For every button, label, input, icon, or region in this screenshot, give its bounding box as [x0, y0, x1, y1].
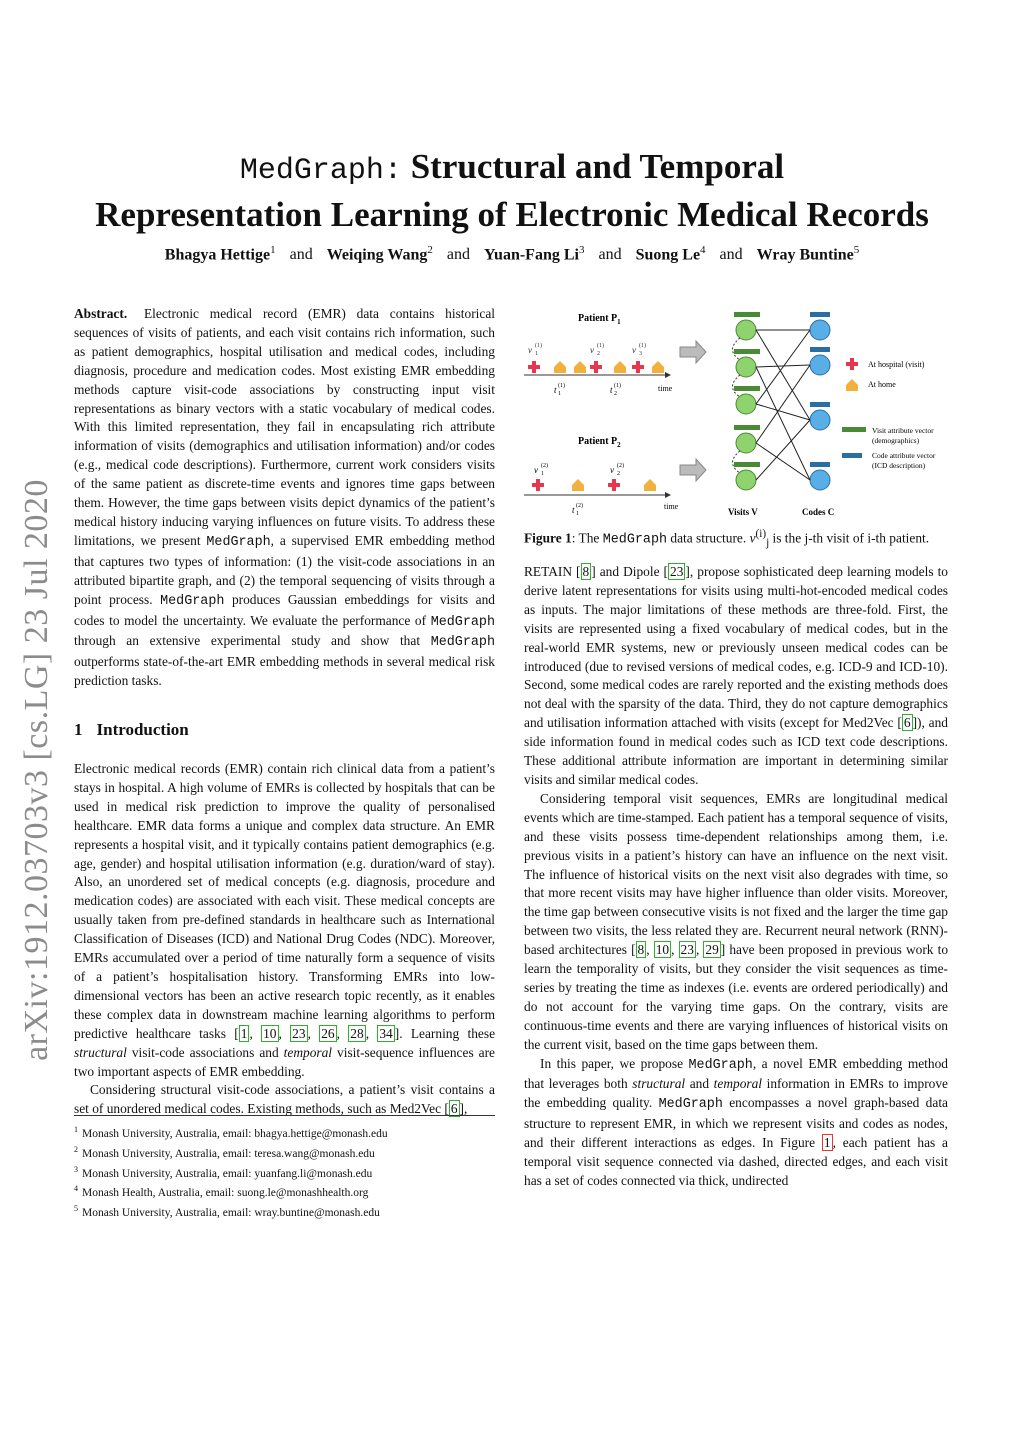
paragraph-text: ]. Learning these — [394, 1025, 496, 1041]
footnote — [74, 1181, 495, 1201]
method-name: MedGraph — [602, 532, 668, 548]
caption-math-sub: j — [766, 537, 770, 550]
caption-text: data structure. — [667, 530, 750, 546]
paragraph-text: encompasses a novel graph-based data structure to represent EMR, in which we represent visits and codes as nodes, and their different interactions as edges. In Figure — [524, 1095, 948, 1151]
svg-text:(2): (2) — [617, 463, 624, 469]
abstract-text: through an extensive experimental study and show that — [74, 633, 431, 649]
transform-arrow-icon — [680, 459, 706, 481]
author-name: Weiqing Wang — [326, 246, 428, 264]
paragraph-text: ], propose sophisticated deep learning models to derive latent representations for visits using multi-hot-encoded medical codes as inputs. The major limitations of these methods are three-fold. First, the visits are represented using a fixed vocabulary of medical codes, but in the real-world EMR systems, new or previously unseen medical codes can be introduced (due to revised versions of medical codes, e.g. ICD-9 and ICD-10). Second, some medical codes are rarely reported and the existing methods does not deal with the sparsity of the data. Third, they do not capture demographics and utilisation information attached with visits (except for Med2Vec [ — [524, 564, 948, 731]
time-axis-label: time — [658, 384, 673, 393]
legend-code-attribute-detail: (ICD description) — [872, 461, 926, 470]
paragraph-text: , a novel EMR embedding method that leverages both — [524, 1055, 948, 1092]
svg-text:(1): (1) — [639, 343, 646, 349]
citation-link[interactable]: 26 — [321, 1025, 335, 1041]
paragraph-text: RETAIN [ — [524, 564, 581, 579]
footnote-text: Monash University, Australia, email: yuanfang.li@monash.edu — [82, 1167, 373, 1180]
author-separator: and — [719, 246, 743, 264]
svg-text:1: 1 — [535, 351, 538, 357]
citation-link[interactable]: 23 — [670, 564, 684, 579]
code-node — [810, 320, 830, 340]
method-name: MedGraph — [430, 614, 495, 630]
paragraph-text: and — [685, 1076, 714, 1092]
footnote — [74, 1142, 495, 1162]
visits-axis-label: Visits V — [728, 507, 758, 517]
intro-paragraph-1: Electronic medical records (EMR) contain rich clinical data from a patient’s stays in hospital. A high volume of EMRs is collected by hospitals that can be used in medical risk prediction to improve the quality of personalised healthcare. EMR data forms a unique and complex data structure. An EMR represents a hospital visit, and it typically contains patient demographics (e.g. age, gender) and hospital utilisation information (e.g. duration/ward of stay). Also, an unordered set of medical concepts (e.g. diagnosis, procedure and medication codes) are associated with each visit. These medical concepts are usually taken from pre-defined standards in healthcare such as International Classification of Diseases (ICD) and National Drug Codes (NDC). Moreover, EMRs accumulated over a period of time naturally form a sequence of visits of a patient’s hospitalisation history. Transforming EMRs into low-dimensional vectors has been an active research topic recently, as it enables these complex data in downstream machine learning algorithms to perform predictive healthcare tasks [ 1 , 10 , 23 , 26 , 28 , 34 ]. Learning these structural visit-code associations and temporal visit-sequence influences are two important aspects of EMR embedding. — [74, 761, 496, 1079]
author-affiliation-mark: 1 — [270, 244, 276, 256]
svg-text:(1): (1) — [535, 343, 542, 349]
author-affiliation-mark: 2 — [427, 244, 433, 256]
figure-label: Figure 1 — [524, 530, 572, 546]
figure-caption — [524, 528, 954, 549]
citation-link[interactable]: 28 — [350, 1025, 364, 1041]
caption-math: v — [749, 530, 756, 546]
paragraph-text: ], — [459, 1101, 468, 1117]
paragraph-text: ]), and side information found in medical codes such as ICD text code descriptions. These additional attribute information are important in determining similar visits and similar medical codes. — [524, 715, 948, 787]
svg-text:(1): (1) — [614, 383, 621, 389]
citation-link[interactable]: 8 — [637, 942, 645, 958]
emphasis: temporal — [283, 1044, 333, 1060]
right-paragraph-1 — [524, 563, 948, 790]
paragraph-text: Electronic medical records (EMR) contain rich clinical data from a patient’s stays in hospital. A high volume of EMRs is collected by hospitals that can be used in medical risk prediction to improve the quality of personalised healthcare. EMR data forms a unique and complex data structure. An EMR represents a hospital visit, and it typically contains patient demographics (e.g. age, gender) and hospital utilisation information (e.g. duration/ward of stay). Also, an unordered set of medical concepts (e.g. diagnosis, procedure and medication codes) are associated with each visit. These medical concepts are usually taken from pre-defined standards in healthcare such as International Classification of Diseases (ICD) and National Drug Codes (NDC). Moreover, EMRs accumulated over a period of time naturally form a sequence of visits of a patient’s hospitalisation history. Transforming EMRs into low-dimensional vectors has been an active research topic recently, as it enables these complex data in downstream machine learning algorithms to perform predictive healthcare tasks [ — [74, 761, 495, 1041]
footnotes — [74, 1115, 495, 1221]
title-method-name: MedGraph — [239, 154, 384, 188]
svg-text:v: v — [590, 345, 594, 355]
citation-link[interactable]: 10 — [263, 1025, 277, 1041]
svg-text:3: 3 — [639, 351, 642, 357]
footnote-number: 4 — [74, 1184, 78, 1194]
codes-axis-label: Codes C — [802, 507, 835, 517]
author-separator: and — [598, 246, 622, 264]
home-icon — [554, 361, 664, 373]
footnote-number: 2 — [74, 1144, 78, 1154]
footnote-text: Monash Health, Australia, email: suong.le@monashhealth.org — [82, 1187, 369, 1200]
legend-visit-attribute-detail: (demographics) — [872, 436, 920, 445]
code-node — [810, 470, 830, 490]
legend-visit-attribute: Visit attribute vector — [872, 426, 934, 435]
svg-text:t: t — [554, 385, 557, 395]
footnote-text: Monash University, Australia, email: teresa.wang@monash.edu — [82, 1147, 375, 1160]
svg-text:2: 2 — [614, 391, 617, 397]
author-separator: and — [446, 246, 470, 264]
footnote-number: 1 — [74, 1125, 78, 1134]
section-number: 1 — [74, 720, 83, 740]
svg-text:t: t — [572, 505, 575, 515]
code-node — [810, 410, 830, 430]
visit-node — [736, 394, 756, 414]
svg-text:t: t — [610, 385, 613, 395]
paragraph-text: , each patient has a temporal visit sequence connected via dashed, directed edges, and each visit has a set of codes connected via thick, undirected — [524, 1135, 948, 1188]
author-affiliation-mark: 4 — [700, 244, 706, 256]
figure-diagram — [520, 305, 960, 520]
patient-2-visit-labels — [534, 462, 624, 477]
patient-1-time-labels — [554, 382, 621, 397]
author-affiliation-mark: 3 — [578, 244, 585, 256]
legend-hospital: At hospital (visit) — [868, 360, 925, 369]
svg-text:v: v — [610, 465, 614, 475]
abstract-text: , a supervised EMR embedding method that captures two types of information: (1) the visit-code associations in an attributed bipartite graph, and (2) the temporal sequencing of visits through a point process. — [74, 532, 495, 607]
patient-2-label: Patient $P_2$ — [578, 436, 621, 449]
author-name: Suong Le — [635, 246, 701, 264]
author-name: Wray Buntine — [756, 246, 854, 264]
svg-text:(1): (1) — [597, 343, 604, 349]
method-name: MedGraph — [206, 534, 271, 550]
svg-text:(2): (2) — [541, 463, 548, 469]
svg-text:1: 1 — [541, 471, 544, 477]
method-name: MedGraph — [430, 635, 495, 651]
transform-arrow-icon — [680, 341, 706, 363]
citation-link[interactable]: 10 — [655, 942, 670, 958]
method-name: MedGraph — [160, 593, 225, 609]
visit-node — [736, 357, 756, 377]
paragraph-text: Considering temporal visit sequences, EMRs are longitudinal medical events which are time-stamped. Each patient has a temporal sequence of visits, and these visits possess time-dependent relationships among them, i.e. previous visits in a patient’s history can have an influence on the next visit. The influence of historical visits on the next visit also degrades with time, so that more recent visits may have higher influence than older visits. Moreover, the time gap between consecutive visits is not fixed and the larger the time gap between two visits, the less related they are. Recurrent neural network (RNN)-based architectures [ — [524, 790, 948, 958]
figure-medgraph-structure — [520, 305, 960, 520]
caption-text: : The — [571, 530, 603, 546]
caption-text: is the j-th visit of i-th patient. — [769, 530, 930, 546]
author-list — [60, 244, 964, 264]
citation-link[interactable]: 34 — [379, 1025, 393, 1041]
footnote-number: 3 — [74, 1164, 78, 1174]
legend-code-attribute: Code attribute vector — [872, 451, 936, 460]
svg-text:1: 1 — [558, 391, 561, 397]
footnote-text: Monash University, Australia, email: bhagya.hettige@monash.edu — [82, 1127, 388, 1140]
svg-text:(2): (2) — [576, 503, 583, 509]
abstract-text: produces Gaussian embeddings for visits and codes to model the uncertainty. We evaluate the performance of — [74, 591, 495, 628]
arxiv-identifier: arXiv:1912.03703v3 [cs.LG] 23 Jul 2020 — [18, 479, 55, 1061]
intro-paragraph-2 — [74, 1081, 495, 1119]
title-line1: Structural and Temporal — [401, 147, 785, 186]
footnote-text: Monash University, Australia, email: wray.buntine@monash.edu — [82, 1207, 380, 1220]
abstract-text: Electronic medical record (EMR) data contains historical sequences of visits of patients, and each visit contains rich information, such as patient demographics, hospital utilisation and medical codes, including diagnosis, procedure and medication codes. Most existing EMR embedding methods capture visit-code associations by constructing input visit representations as binary vectors with a static vocabulary of medical codes. With this limited representation, they fail in encapsulating rich attribute information of visits (demographics and utilisation information) and/or codes (e.g., medical code descriptions). Furthermore, current work considers visits of the same patient as discrete-time events and ignores time gaps between them. However, the time gaps between visits depict dynamics of the patient’s medical history inducing varying influences on future visits. To address these limitations, we present — [74, 306, 495, 548]
paragraph-text: ] have been proposed in previous work to learn the temporality of visits, but they consider the visit sequences as time-series by treating the time as indexes (i.e. events are ordered periodically) and do not account for the varying time gaps. On the contrary, visits are continuous-time events and there are varying influences of historical visits on the current visit, based on the time gaps between them. — [524, 942, 949, 1052]
citation-link[interactable]: 6 — [450, 1101, 458, 1117]
section-title: Introduction — [96, 720, 189, 740]
footnote — [74, 1122, 495, 1142]
code-node — [810, 355, 830, 375]
patient-2-time-labels — [572, 502, 583, 517]
right-paragraph-2: Considering temporal visit sequences, EMRs are longitudinal medical events which are time-stamped. Each patient has a temporal sequence of visits, and these visits possess time-dependent relationships among them, i.e. previous visits in a patient’s history can have an influence on the next visit. The influence of historical visits on the next visit also degrades with time, so that more recent visits may have higher influence than older visits. Moreover, the time gap between consecutive visits is not fixed and the larger the time gap between two visits, the less related they are. Recurrent neural network (RNN)-based architectures [ 8 , 10 , 23 , 29 ] have been proposed in previous work to learn the temporality of visits, but they consider the visit sequences as time-series by treating the time as indexes (i.e. events are ordered periodically) and do not account for the varying time gaps. On the contrary, visits are continuous-time events and there are varying influences of historical visits on the current visit, based on the time gaps between them. — [524, 790, 949, 1052]
legend — [842, 358, 936, 470]
citation-link[interactable]: 29 — [705, 942, 719, 958]
paragraph-text: visit-code associations and — [126, 1044, 284, 1060]
visit-node — [736, 433, 756, 453]
emphasis: temporal — [713, 1076, 763, 1092]
svg-text:1: 1 — [576, 511, 579, 517]
citation-link[interactable]: 6 — [903, 715, 911, 731]
author-affiliation-mark: 5 — [853, 244, 860, 256]
abstract-label: Abstract. — [74, 306, 128, 321]
visit-code-edges — [756, 330, 810, 480]
legend-home: At home — [868, 380, 896, 389]
paper-title — [90, 145, 934, 237]
title-colon: : — [383, 154, 402, 188]
abstract-text: outperforms state-of-the-art EMR embedding methods in several medical risk prediction tasks. — [74, 654, 495, 689]
paragraph-text: In this paper, we propose — [540, 1055, 689, 1071]
footnote — [74, 1162, 495, 1182]
author-separator: and — [289, 246, 313, 264]
svg-text:v: v — [632, 345, 636, 355]
title-line2: Representation Learning of Electronic Medical Records — [95, 195, 929, 234]
figure-reference-link[interactable]: 1 — [823, 1135, 831, 1151]
visit-node — [736, 470, 756, 490]
right-paragraph-3 — [524, 1055, 948, 1191]
patient-1-label: Patient $P_1$ — [578, 313, 621, 326]
section-heading-introduction — [74, 721, 495, 740]
emphasis: structural — [74, 1044, 127, 1060]
citation-link[interactable]: 23 — [680, 942, 694, 958]
right-column — [524, 563, 948, 1191]
method-name: MedGraph — [688, 1057, 753, 1073]
footnote-number: 5 — [74, 1204, 78, 1214]
svg-text:2: 2 — [597, 351, 600, 357]
left-column — [74, 305, 495, 1119]
author-name: Yuan-Fang Li — [483, 246, 579, 264]
footnote — [74, 1201, 495, 1221]
patient-1-visit-labels — [528, 342, 646, 357]
svg-text:(1): (1) — [558, 383, 565, 389]
svg-text:2: 2 — [617, 471, 620, 477]
svg-text:v: v — [528, 345, 532, 355]
svg-text:v: v — [534, 465, 538, 475]
paragraph-text: information in EMRs to improve the embedding quality. — [524, 1076, 948, 1111]
citation-link[interactable]: 1 — [240, 1025, 248, 1041]
arxiv-sidebar-stamp — [12, 470, 62, 1070]
emphasis: structural — [632, 1076, 686, 1092]
caption-math-sup: (i) — [755, 528, 767, 540]
abstract — [74, 305, 495, 691]
author-name: Bhagya Hettige — [164, 246, 271, 264]
method-name: MedGraph — [658, 1097, 723, 1113]
paragraph-text: ] and Dipole [ — [591, 564, 669, 579]
visit-node — [736, 320, 756, 340]
citation-link[interactable]: 23 — [292, 1025, 306, 1041]
paragraph-text: visit-sequence influences are two important aspects of EMR embedding. — [74, 1044, 495, 1079]
paragraph-text: Considering structural visit-code associations, a patient’s visit contains a set of unordered medical codes. Existing methods, such as Med2Vec [ — [74, 1082, 495, 1117]
citation-link[interactable]: 8 — [582, 564, 590, 579]
time-axis-label: time — [664, 502, 679, 511]
